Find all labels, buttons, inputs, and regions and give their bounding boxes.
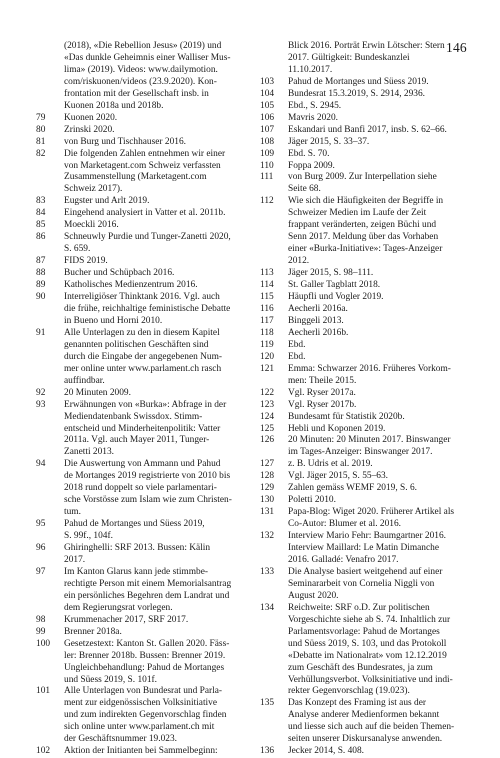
endnote-text: Erwähnungen von «Burka»: Abfrage in der Mediendatenbank Swissdox. Stimm- entscheid und Minderheitenpolitik: Vatter 2011a. Vgl. auch Mayer 2011, Tunger- Zanetti 2013. [64,399,227,458]
endnote [260,196,455,268]
endnote [36,400,249,460]
endnote-number: 108 [260,136,275,147]
endnote [36,196,249,208]
endnote [260,603,455,699]
endnote [260,101,455,113]
endnote-text: Blick 2016. Porträt Erwin Lötscher: Stern 2017. Gültigkeit: Bundeskanzlei 11.10.2017. [288,41,445,75]
endnote [260,352,455,364]
endnote [36,220,249,232]
endnote-text: von Burg 2009. Zur Interpellation siehe Seite 68. [288,172,437,195]
endnote [36,292,249,328]
endnote [260,172,455,196]
endnote-text: Häupfli und Vogler 2019. [288,292,384,303]
endnotes-right-column [260,41,455,758]
endnote [36,208,249,220]
endnote-number: 135 [260,698,275,709]
endnote [36,459,249,519]
endnote-number: 121 [260,363,275,374]
endnote-text: Ebd. S. 70. [288,148,330,159]
endnote-number: 91 [36,327,46,338]
endnote [260,113,455,125]
endnote-number: 132 [260,531,275,542]
endnote [36,627,249,639]
endnote [36,615,249,627]
endnote-text: Ghiringhelli: SRF 2013. Bussen: Kälin 2017. [64,543,211,565]
endnote-text: Das Konzept des Framing ist aus der Analyse anderer Medienformen bekannt und liesse sich auch auf die beiden Themen- seiten unserer Diskursanalyse anwenden. [288,698,455,745]
endnote-text: FIDS 2019. [64,256,108,267]
endnote-number: 96 [36,543,46,554]
endnote [260,424,455,436]
endnote-number: 86 [36,232,46,243]
endnote [260,400,455,412]
endnote-number: 118 [260,327,274,338]
endnote-text: Alle Unterlagen von Bundesrat und Parla- ment zur eidgenössischen Volksinitiative und zum indirekten Gegenvorschlag finden sich online unter www.parlament.ch mit der Geschäftsnummer 19.023. [64,686,227,745]
endnote-number: 124 [260,411,275,422]
endnote-number: 125 [260,423,275,434]
endnote-number: 105 [260,100,275,111]
endnote [36,268,249,280]
endnote-text: Krummenacher 2017, SRF 2017. [64,614,189,625]
endnote [260,161,455,173]
endnote-text: Ebd. [288,339,306,350]
endnote-text: Binggeli 2013. [288,315,344,326]
endnote [260,388,455,400]
endnote-number: 109 [260,148,275,159]
endnote-number: 128 [260,471,275,482]
endnote-number: 123 [260,399,275,410]
endnote-number: 126 [260,435,275,446]
endnote-text: Die folgenden Zahlen entnehmen wir einer von Marketagent.com Schweiz verfassten Zusammenstellung (Marketagent.com Schweiz 2017). [64,148,226,195]
endnote [260,149,455,161]
endnote [260,364,455,388]
endnote-number: 104 [260,88,275,99]
endnote-text: Poletti 2010. [288,495,336,506]
endnote [260,328,455,340]
endnote-text: Hebli und Koponen 2019. [288,423,386,434]
endnote-number: 129 [260,483,275,494]
endnote-text: Ebd., S. 2945. [288,100,342,111]
endnote [260,507,455,531]
endnote [260,89,455,101]
endnote-number: 134 [260,602,275,613]
endnote-text: 20 Minuten: 20 Minuten 2017. Binswanger im Tages-Anzeiger: Binswanger 2017. [288,435,451,458]
endnote-text: Emma: Schwarzer 2016. Früheres Vorkom- men: Theile 2015. [288,363,451,386]
endnote-text: Ebd. [288,351,306,362]
endnote [36,149,249,197]
endnote-number: 85 [36,220,46,231]
endnote [36,388,249,400]
endnote-number: 106 [260,112,275,123]
endnote [260,698,455,746]
endnote-number: 89 [36,280,46,291]
endnote [36,256,249,268]
endnote [260,459,455,471]
endnote [36,567,249,615]
endnote [260,495,455,507]
page-number: 146 [446,40,467,55]
endnote-number: 87 [36,256,46,267]
endnote-number: 101 [36,686,51,697]
endnote-text: von Burg und Tischhauser 2016. [64,136,186,147]
endnote-text: Zahlen gemäss WEMF 2019, S. 6. [288,483,417,494]
endnote-text: Kuonen 2020. [64,112,118,123]
endnote [260,41,455,77]
endnote-number: 81 [36,136,46,147]
endnote-number: 107 [260,124,275,135]
endnote-number: 92 [36,387,46,398]
endnote-number: 98 [36,614,46,625]
endnote [260,137,455,149]
endnote-number: 130 [260,495,275,506]
endnote-number: 95 [36,519,46,530]
endnote [260,280,455,292]
endnote-text: Pahud de Mortanges und Süess 2019. [288,76,429,87]
endnote [36,137,249,149]
endnote [36,328,249,388]
endnote [260,567,455,603]
endnote-text: Vgl. Jäger 2015, S. 55–63. [288,471,388,482]
endnote-number: 97 [36,566,46,577]
endnote [260,471,455,483]
endnote-number: 83 [36,196,46,207]
endnote [260,412,455,424]
endnote-number: 103 [260,76,275,87]
endnote-text: Interreligiöser Thinktank 2016. Vgl. auch die frühe, reichhaltige feministische Debatte in Bueno und Horni 2010. [64,292,231,326]
endnote-number: 112 [260,196,274,207]
endnote-number: 100 [36,638,51,649]
endnote-number: 120 [260,351,275,362]
endnote-number: 93 [36,399,46,410]
endnote-number: 116 [260,303,274,314]
endnote-text: Vgl. Ryser 2017b. [288,399,357,410]
endnote-text: Brenner 2018a. [64,626,122,637]
endnote [260,125,455,137]
endnote-number: 136 [260,746,275,757]
endnote-text: Vgl. Ryser 2017a. [288,387,356,398]
endnote-number: 90 [36,292,46,303]
endnote-text: Moeckli 2016. [64,220,119,231]
endnote-number: 110 [260,160,274,171]
endnotes-left-column [36,41,249,758]
endnote [36,543,249,567]
endnote-text: Schneuwly Purdie und Tunger-Zanetti 2020, S. 659. [64,232,231,255]
endnote [36,232,249,256]
endnote-number: 99 [36,626,46,637]
endnote-number: 80 [36,124,46,135]
endnote [36,125,249,137]
endnote [260,531,455,567]
endnote-number: 84 [36,208,46,219]
endnote-text: Bucher und Schüpbach 2016. [64,268,175,279]
endnote-text: Jäger 2015, S. 33–37. [288,136,370,147]
endnote-text: Alle Unterlagen zu den in diesem Kapitel genannten politischen Geschäften sind durch die Eingabe der angegebenen Num- mer online unter www.parlament.ch rasch auffindbar. [64,327,223,386]
endnote-number: 94 [36,459,46,470]
endnote [260,77,455,89]
endnote-number: 111 [260,172,274,183]
endnote [260,292,455,304]
endnote-text: Pahud de Mortanges und Süess 2019, S. 99f., 104f. [64,519,205,542]
endnote [260,483,455,495]
endnote-number: 113 [260,268,274,279]
endnote-text: (2018), «Die Rebellion Jesus» (2019) und «Das dunkle Geheimnis einer Walliser Mus- lima» (2019). Videos: www.dailymotion. com/riskuonen/videos (23.9.2020). Kon- frontation mit der Gesellschaft insb. in Kuonen 2018a und 2018b. [64,41,231,111]
endnote-number: 119 [260,339,274,350]
endnote [260,316,455,328]
endnote [36,41,249,113]
endnote-text: Eugster und Arlt 2019. [64,196,150,207]
endnote-number: 127 [260,459,275,470]
endnote [36,280,249,292]
endnote [260,340,455,352]
endnote [36,746,249,758]
endnote [260,268,455,280]
endnote [260,304,455,316]
endnote-text: Eskandari und Banfi 2017, insb. S. 62–66. [288,124,447,135]
endnote-text: Bundesamt für Statistik 2020b. [288,411,405,422]
endnote-text: Gesetzestext: Kanton St. Gallen 2020. Fäss- ler: Brenner 2018b. Bussen: Brenner 2019. Ungleichbehandlung: Pahud de Mortanges und Süess 2019, S. 101f. [64,638,230,685]
endnote-number: 131 [260,507,275,518]
endnote-text: Jäger 2015, S. 98–111. [288,268,374,279]
endnote-text: Aecherli 2016b. [288,327,349,338]
endnote [36,639,249,687]
endnote-text: Aecherli 2016a. [288,303,348,314]
endnote-number: 102 [36,746,51,757]
endnote-text: Aktion der Initianten bei Sammelbeginn: [64,746,218,757]
endnote-text: Eingehend analysiert in Vatter et al. 2011b. [64,208,226,219]
endnote [36,686,249,746]
endnote-text: Bundesrat 15.3.2019, S. 2914, 2936. [288,88,425,99]
endnote-text: St. Galler Tagblatt 2018. [288,280,381,291]
endnote-number: 114 [260,280,274,291]
endnote-number: 88 [36,268,46,279]
endnote-text: z. B. Udris et al. 2019. [288,459,373,470]
endnote-text: Reichweite: SRF o.D. Zur politischen Vorgeschichte siehe ab S. 74. Inhaltlich zur Parlamentsvorlage: Pahud de Mortanges und Süess 2019, S. 103, und das Protokoll «Debatte im Nationalrat» vom 12.12.2019 zum Geschäft des Bundesrates, ja zum Verhüllungsverbot. Volksinitiative und indi- rekter Gegenvorschlag (19.023). [288,602,453,697]
endnote [260,435,455,459]
endnote-number: 117 [260,315,274,326]
endnote-text: Wie sich die Häufigkeiten der Begriffe in Schweizer Medien im Laufe der Zeit frappant veränderten, zeigen Büchi und Senn 2017. Meldung über das Vorhaben einer «Burka-Initiative»: Tages-Anzeiger 2012. [288,196,444,267]
endnote-text: Jecker 2014, S. 408. [288,746,365,757]
endnote-text: Mavris 2020. [288,112,338,123]
endnote-text: Im Kanton Glarus kann jede stimmbe- rechtigte Person mit einem Memorialsantrag ein persönliches Begehren dem Landrat und dem Regierungsrat vorlegen. [64,566,232,613]
endnote-text: Interview Mario Fehr: Baumgartner 2016. Interview Maillard: Le Matin Dimanche 2016. Galladé: Venafro 2017. [288,531,447,565]
endnote [36,113,249,125]
endnote-text: Die Analyse basiert weitgehend auf einer Seminararbeit von Cornelia Niggli von August 2020. [288,566,443,601]
endnote [260,746,455,758]
endnote-text: Die Auswertung von Ammann und Pahud de Mortanges 2019 registrierte von 2010 bis 2018 rund doppelt so viele parlamentari- sche Vorstösse zum Islam wie zum Christen- tum. [64,459,232,518]
endnote-number: 115 [260,292,274,303]
endnote-text: Zrinski 2020. [64,124,115,135]
endnote-text: Katholisches Medienzentrum 2016. [64,280,198,291]
endnote-text: Papa-Blog: Wiget 2020. Früherer Artikel als Co-Autor: Blumer et al. 2016. [288,507,455,530]
endnote-text: Foppa 2009. [288,160,335,171]
endnote [36,519,249,543]
endnote-number: 122 [260,387,275,398]
endnote-number: 79 [36,112,46,123]
endnote-text: 20 Minuten 2009. [64,387,131,398]
endnote-number: 82 [36,148,46,159]
endnote-number: 133 [260,566,275,577]
